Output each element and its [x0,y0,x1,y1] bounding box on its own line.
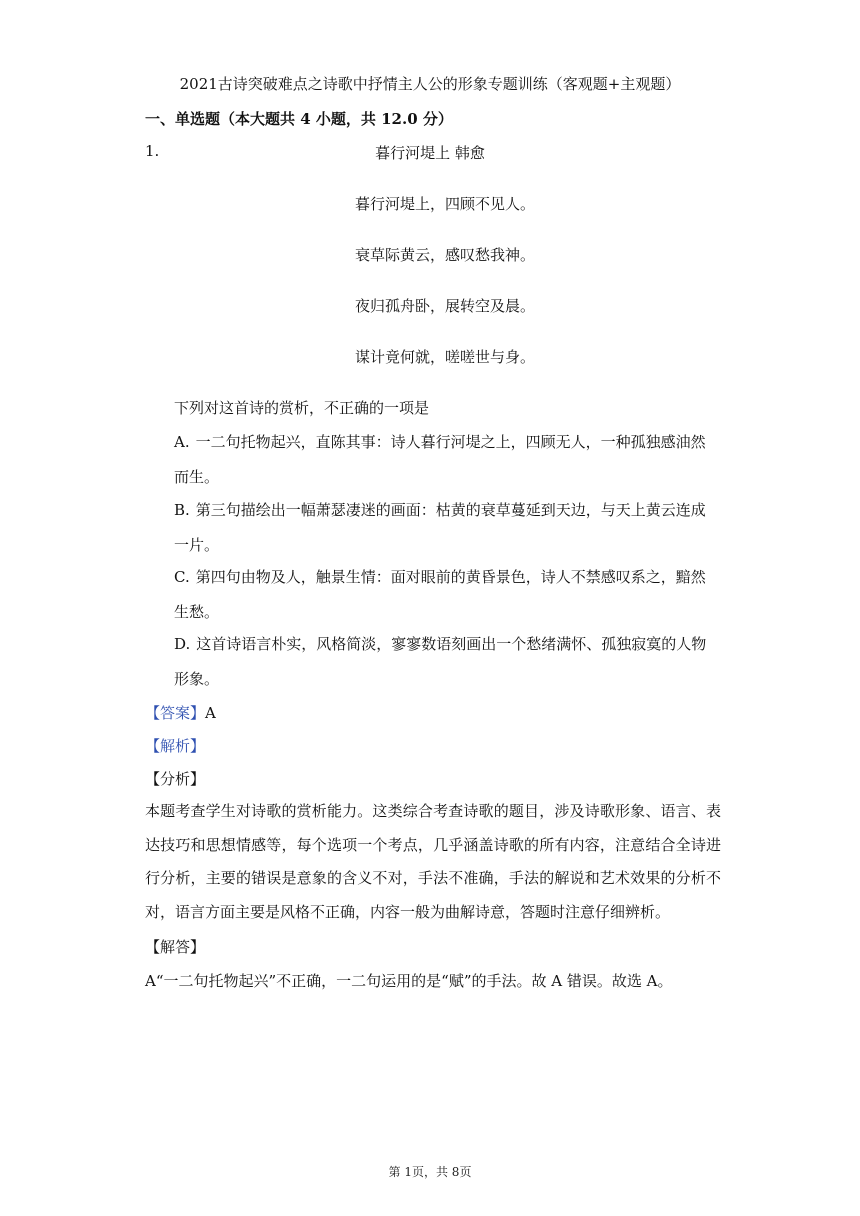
option-letter: B. [174,501,190,519]
poem-line: 夜归孤舟卧，展转空及晨。 [355,297,536,315]
jieda-tag: 【解答】 [145,938,206,956]
poem-title: 暮行河堤上 韩愈 [375,144,485,162]
section-heading: 一、单选题（本大题共 4 小题，共 12.0 分） [145,110,453,128]
jieda-text: A“一二句托物起兴”不正确，一二句运用的是“赋”的手法。故 A 错误。故选 A。 [145,972,673,990]
option-letter: A. [174,433,190,451]
option-letter: D. [174,635,191,653]
poem-line: 衰草际黄云，感叹愁我神。 [355,246,536,264]
option-text: 这首诗语言朴实，风格简淡，寥寥数语刻画出一个愁绪满怀、孤独寂寞的人物形象。 [174,635,707,688]
analysis-tag: 【解析】 [145,737,206,755]
fenxi-tag: 【分析】 [145,770,206,788]
option-c [174,560,719,630]
option-text: 一二句托物起兴，直陈其事：诗人暮行河堤之上，四顾无人，一种孤独感油然而生。 [174,433,706,486]
answer-tag: 【答案】 [145,704,206,722]
question-prompt: 下列对这首诗的赏析，不正确的一项是 [174,399,430,417]
answer-line [145,702,216,723]
poem-line: 暮行河堤上，四顾不见人。 [355,195,536,213]
option-d [174,627,719,697]
answer-value: A [205,704,216,722]
fenxi-text: 本题考查学生对诗歌的赏析能力。这类综合考查诗歌的题目，涉及诗歌形象、语言、表达技巧和思想情感等，每个选项一个考点，几乎涵盖诗歌的所有内容，注意结合全诗进行分析，主要的错误是意象的含义不对，手法不准确，手法的解说和艺术效果的分析不对，语言方面主要是风格不正确，内容一般为曲解诗意，答题时注意仔细辨析。 [145,802,721,921]
page-footer: 第 1页，共 8页 [388,1165,472,1179]
option-text: 第四句由物及人，触景生情：面对眼前的黄昏景色，诗人不禁感叹系之，黯然生愁。 [174,568,706,621]
question-number: 1. [145,142,160,160]
poem-line: 谋计竟何就，嗟嗟世与身。 [355,348,536,366]
document-title: 2021古诗突破难点之诗歌中抒情主人公的形象专题训练（客观题+主观题） [179,75,681,93]
option-a [174,425,719,495]
option-text: 第三句描绘出一幅萧瑟凄迷的画面：枯黄的衰草蔓延到天边，与天上黄云连成一片。 [174,501,706,554]
option-letter: C. [174,568,190,586]
option-b [174,493,719,563]
